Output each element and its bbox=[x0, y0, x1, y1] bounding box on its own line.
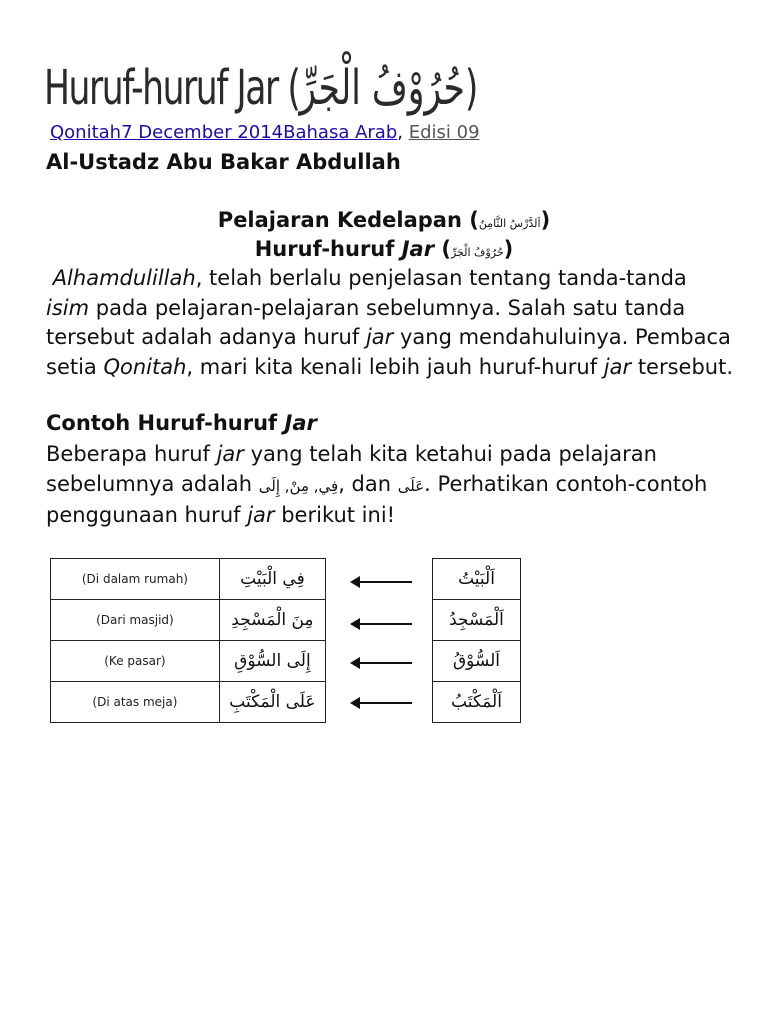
article-title: Huruf-huruf Jar (حُرُوْفُ الْجَرِّ) bbox=[44, 60, 477, 116]
lesson-heading bbox=[0, 206, 768, 238]
p2-text-4: . Perhatikan contoh-contoh penggunaan huruf bbox=[46, 471, 708, 528]
arabic-noun-cell: اَلْمَسْجِدُ bbox=[433, 600, 521, 641]
lesson-subtitle-open: ( bbox=[434, 237, 451, 261]
p1-text-2: pada pelajaran-pelajaran sebelumnya. Salah satu tanda tersebut adalah adanya huruf bbox=[46, 295, 686, 350]
p1-jar-2: jar bbox=[603, 354, 632, 379]
p1-text-3: yang mendahuluinya. Pembaca setia bbox=[46, 325, 731, 379]
arabic-noun-cell: اَلْبَيْتُ bbox=[433, 559, 521, 600]
edition-link[interactable]: Edisi 09 bbox=[408, 122, 480, 143]
section-heading bbox=[46, 409, 317, 437]
p1-isim: isim bbox=[46, 295, 90, 320]
left-arrow-icon bbox=[352, 623, 412, 625]
section-heading-italic: Jar bbox=[284, 411, 317, 435]
table-row bbox=[51, 600, 326, 641]
p2-arabic-ala: عَلَى bbox=[397, 476, 425, 495]
translation-cell: (Di atas meja) bbox=[51, 682, 220, 723]
table-row bbox=[51, 559, 326, 600]
p2-text-2: yang telah kita ketahui pada pelajaran sebelumnya adalah bbox=[46, 442, 657, 496]
lesson-subtitle-close: ) bbox=[503, 237, 514, 261]
p1-alhamdulillah: Alhamdulillah bbox=[52, 266, 196, 290]
translation-cell: (Ke pasar) bbox=[51, 641, 220, 682]
section-heading-text: Contoh Huruf-huruf bbox=[46, 411, 285, 435]
table-row bbox=[433, 682, 521, 723]
p2-jar-1: jar bbox=[216, 442, 244, 466]
arabic-phrase-cell: إِلَى السُّوْقِ bbox=[219, 641, 325, 682]
p1-qonitah: Qonitah bbox=[103, 354, 187, 379]
date-link[interactable]: 7 December 2014 bbox=[121, 122, 284, 143]
p1-text-5: tersebut. bbox=[631, 354, 734, 379]
table-row bbox=[433, 559, 521, 600]
p2-jar-2: jar bbox=[247, 503, 275, 528]
category-link[interactable]: Bahasa Arab bbox=[283, 122, 398, 143]
p1-text-4: , mari kita kenali lebih jauh huruf-huruf bbox=[186, 354, 604, 379]
lesson-heading-text: Pelajaran Kedelapan ( bbox=[217, 208, 479, 232]
p1-jar-1: jar bbox=[365, 325, 394, 350]
author-name: Al-Ustadz Abu Bakar Abdullah bbox=[46, 150, 401, 174]
left-arrow-icon bbox=[352, 662, 412, 664]
table-row bbox=[51, 641, 326, 682]
p2-text-1: Beberapa huruf bbox=[46, 442, 217, 466]
table-row bbox=[433, 641, 521, 682]
arabic-noun-cell: اَلسُّوْقُ bbox=[433, 641, 521, 682]
article-meta bbox=[50, 121, 480, 145]
examples-paragraph bbox=[46, 440, 736, 531]
p2-text-3: , dan bbox=[338, 471, 398, 496]
arabic-noun-cell: اَلْمَكْتَبُ bbox=[433, 682, 521, 723]
translation-cell: (Dari masjid) bbox=[51, 600, 220, 641]
noun-table bbox=[432, 558, 521, 723]
lesson-subtitle-arabic: حُرُوْفُ الْجَرِّ bbox=[450, 246, 504, 259]
lesson-subtitle-text: Huruf-huruf bbox=[254, 237, 402, 261]
meta-separator: , bbox=[397, 122, 403, 143]
phrase-table bbox=[50, 558, 326, 723]
table-row bbox=[433, 600, 521, 641]
lesson-subtitle bbox=[0, 235, 768, 267]
lesson-heading-arabic: اَلدَّرْسُ الثَّامِنُ bbox=[478, 217, 541, 230]
arabic-phrase-cell: فِي الْبَيْتِ bbox=[219, 559, 325, 600]
arabic-phrase-cell: مِنَ الْمَسْجِدِ bbox=[219, 600, 325, 641]
left-arrow-icon bbox=[352, 702, 412, 704]
p1-text-1: , telah berlalu penjelasan tentang tanda-tanda bbox=[195, 266, 687, 290]
table-row bbox=[51, 682, 326, 723]
translation-cell: (Di dalam rumah) bbox=[51, 559, 220, 600]
author-link[interactable]: Qonitah bbox=[50, 122, 122, 143]
lesson-subtitle-italic: Jar bbox=[401, 237, 435, 261]
intro-paragraph bbox=[46, 264, 736, 382]
left-arrow-icon bbox=[352, 581, 412, 583]
p2-arabic-list: فِي, مِنْ, إِلَى bbox=[258, 476, 339, 495]
arabic-phrase-cell: عَلَى الْمَكْتَبِ bbox=[219, 682, 325, 723]
lesson-heading-close: ) bbox=[540, 208, 551, 232]
p2-text-5: berikut ini! bbox=[274, 503, 396, 528]
